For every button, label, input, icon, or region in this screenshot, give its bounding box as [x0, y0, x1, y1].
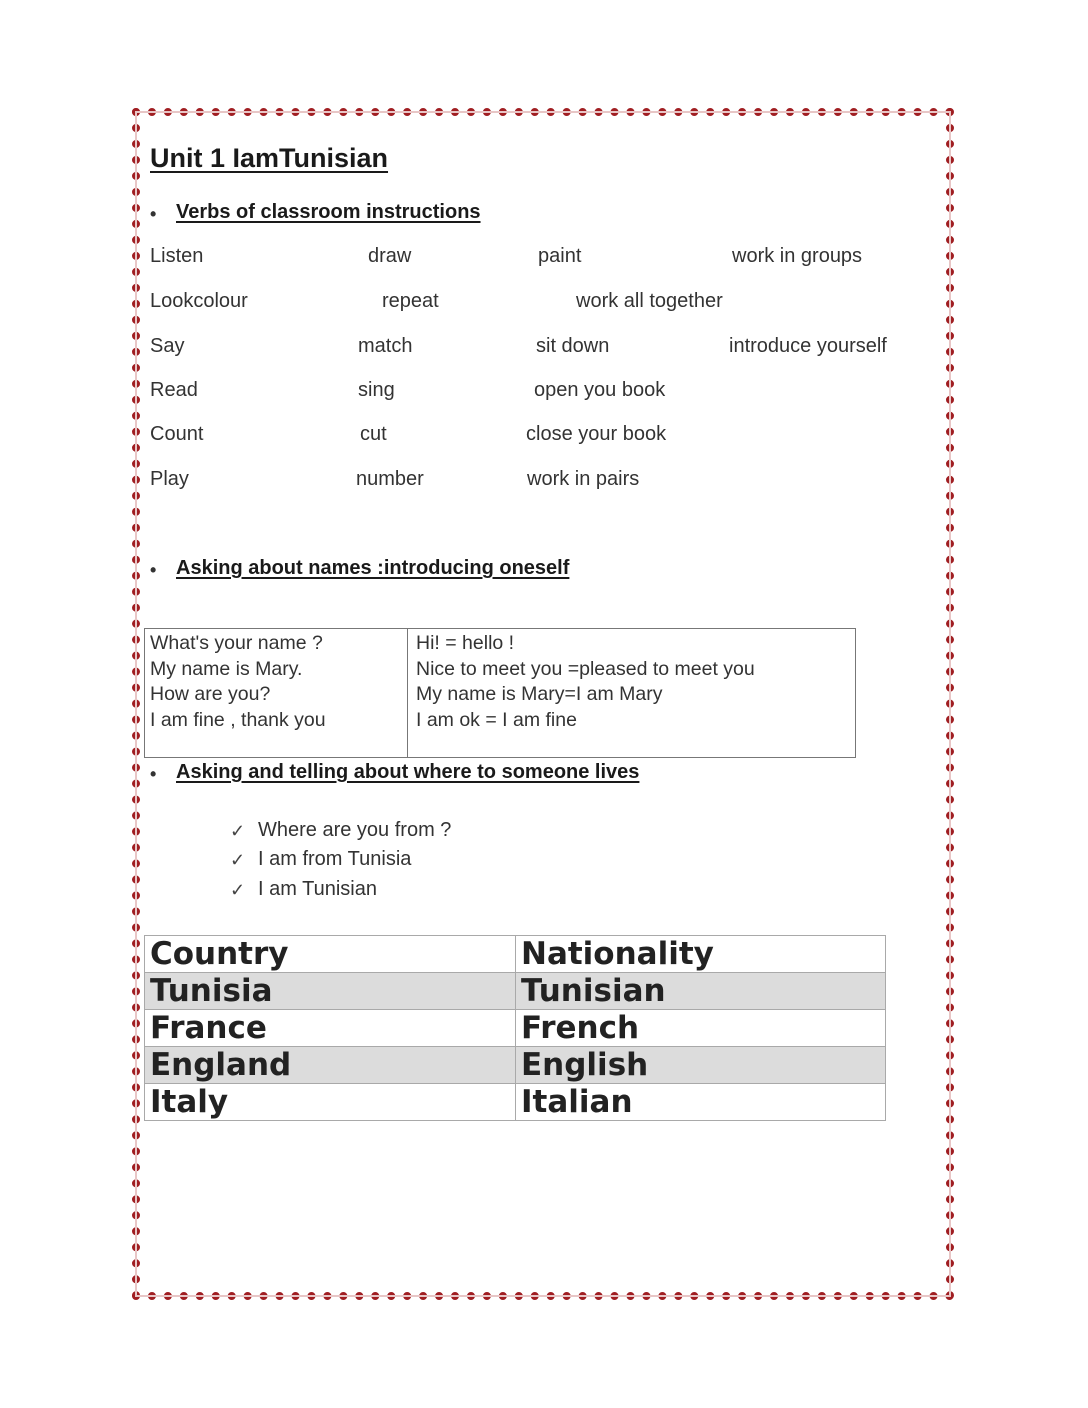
table-row: [145, 973, 886, 1010]
bullet-icon: •: [150, 560, 157, 580]
phrase-item: I am from Tunisia: [258, 848, 412, 870]
page-title: Unit 1 IamTunisian: [150, 143, 389, 173]
phrase-item: I am Tunisian: [258, 878, 377, 900]
checkmark-icon: ✓: [230, 821, 246, 841]
checkmark-icon: ✓: [230, 880, 246, 900]
dialog-line-right: My name is Mary=I am Mary: [416, 683, 663, 705]
table-row: [145, 1010, 886, 1047]
verb-item: draw: [368, 245, 412, 267]
country-cell: France: [145, 1010, 516, 1047]
nationality-cell: Tunisian: [516, 973, 886, 1010]
verb-item: close your book: [526, 423, 667, 445]
dialog-line-right: Nice to meet you =pleased to meet you: [416, 658, 755, 680]
verb-item: number: [356, 468, 424, 490]
nationality-cell: English: [516, 1047, 886, 1084]
section-heading-classroom-verbs: Verbs of classroom instructions: [176, 201, 481, 223]
verb-item: work all together: [576, 290, 723, 312]
dialog-divider: [407, 628, 408, 758]
verb-item: Say: [150, 335, 185, 357]
verb-item: open you book: [534, 379, 666, 401]
column-header-nationality: Nationality: [516, 936, 886, 973]
verb-item: work in pairs: [527, 468, 640, 490]
verb-item: Play: [150, 468, 189, 490]
table-row: [145, 1047, 886, 1084]
verb-item: paint: [538, 245, 582, 267]
verb-item: Lookcolour: [150, 290, 248, 312]
dialog-line-left: I am fine , thank you: [150, 709, 326, 731]
table-row: [145, 1084, 886, 1121]
verb-item: Count: [150, 423, 204, 445]
verb-item: repeat: [382, 290, 439, 312]
verb-item: sing: [358, 379, 395, 401]
bullet-icon: •: [150, 764, 157, 784]
verb-item: Read: [150, 379, 198, 401]
verb-item: Listen: [150, 245, 204, 267]
section-heading-where-lives: Asking and telling about where to someone lives: [176, 761, 640, 783]
checkmark-icon: ✓: [230, 850, 246, 870]
dialog-line-right: I am ok = I am fine: [416, 709, 577, 731]
nationality-cell: French: [516, 1010, 886, 1047]
country-cell: Tunisia: [145, 973, 516, 1010]
phrase-item: Where are you from ?: [258, 819, 452, 841]
nationality-table: [144, 935, 886, 1121]
table-header-row: [145, 936, 886, 973]
country-cell: England: [145, 1047, 516, 1084]
dialog-line-right: Hi! = hello !: [416, 632, 515, 654]
bullet-icon: •: [150, 204, 157, 224]
nationality-cell: Italian: [516, 1084, 886, 1121]
verb-item: work in groups: [732, 245, 863, 267]
verb-item: introduce yourself: [729, 335, 887, 357]
verb-item: match: [358, 335, 413, 357]
verb-item: sit down: [536, 335, 610, 357]
dialog-line-left: My name is Mary.: [150, 658, 303, 680]
section-heading-introducing: Asking about names :introducing oneself: [176, 557, 570, 579]
column-header-country: Country: [145, 936, 516, 973]
country-cell: Italy: [145, 1084, 516, 1121]
verb-item: cut: [360, 423, 387, 445]
dialog-line-left: How are you?: [150, 683, 271, 705]
dialog-line-left: What's your name ?: [150, 632, 323, 654]
